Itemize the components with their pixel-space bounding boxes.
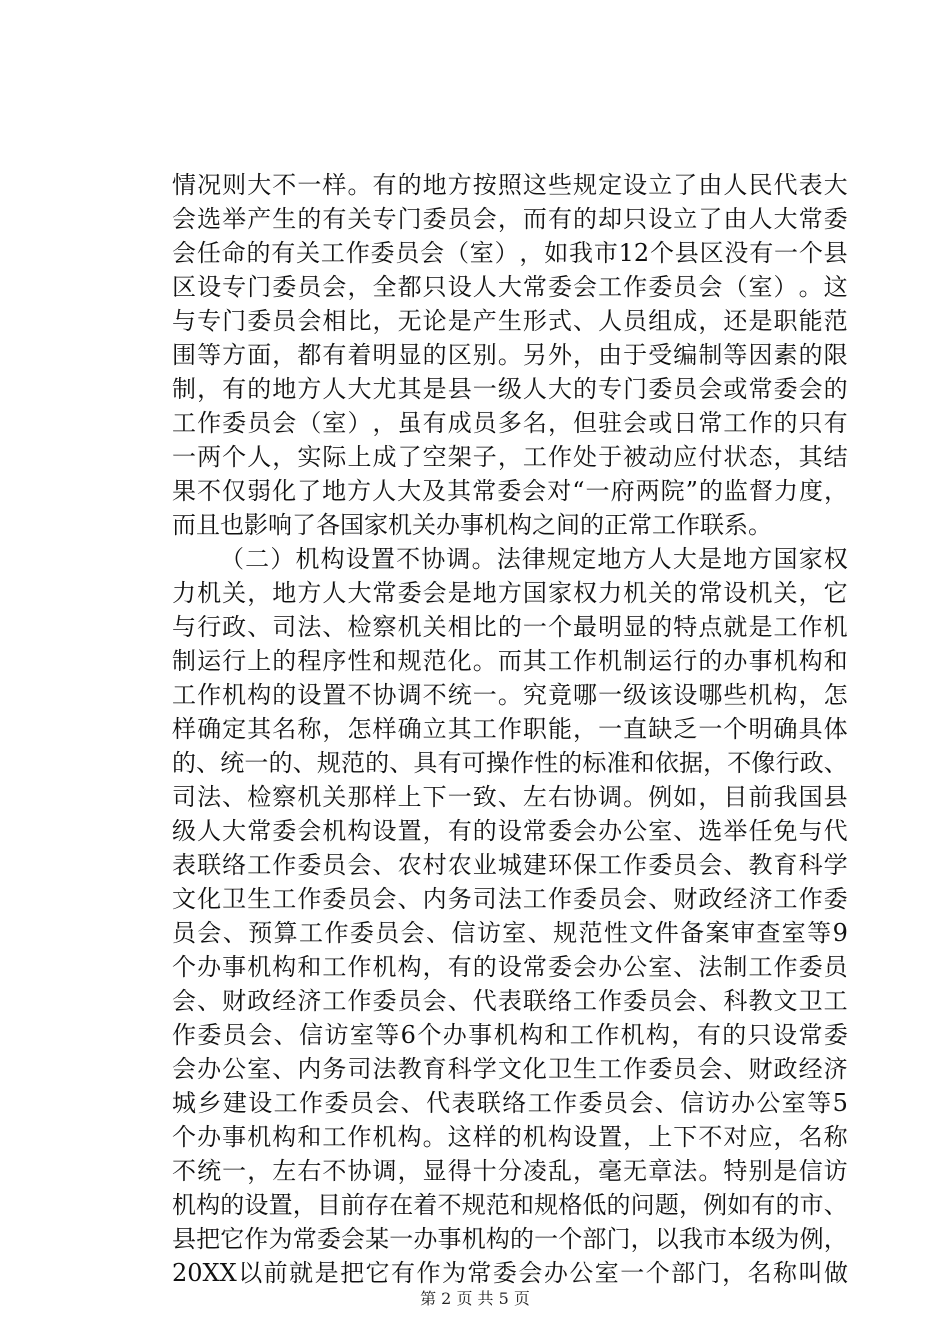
text-line: 文 化 卫 生 工 作 委 员 会 、 内 务 司 法 工 作 委 员 会 、 财 政 经 济 工 作 委 [172, 885, 848, 913]
text-line: 工 作 委 员 会 （ 室 ） ， 虽 有 成 员 多 名 ， 但 驻 会 或 日 常 工 作 的 只 有 [172, 409, 848, 437]
text-line: 情 况 则 大 不 一 样 。 有 的 地 方 按 照 这 些 规 定 设 立 了 由 人 民 代 表 大 [172, 171, 848, 199]
text-line: 力 机 关 ， 地 方 人 大 常 委 会 是 地 方 国 家 权 力 机 关 的 常 设 机 关 ， 它 [172, 579, 848, 607]
text-line-paragraph-start: （ 二 ） 机 构 设 置 不 协 调 。 法 律 规 定 地 方 人 大 是 地 方 国 家 权 [220, 545, 848, 573]
text-line: 员 会 、 预 算 工 作 委 员 会 、 信 访 室 、 规 范 性 文 件 备 案 审 查 室 等 9 [172, 919, 848, 947]
text-line: 与 专 门 委 员 会 相 比 ， 无 论 是 产 生 形 式 、 人 员 组 成 ， 还 是 职 能 范 [172, 307, 848, 335]
text-line: 会 、 财 政 经 济 工 作 委 员 会 、 代 表 联 络 工 作 委 员 会 、 科 教 文 卫 工 [172, 987, 848, 1015]
text-line: 表 联 络 工 作 委 员 会 、 农 村 农 业 城 建 环 保 工 作 委 员 会 、 教 育 科 学 [172, 851, 848, 879]
text-line: 作 委 员 会 、 信 访 室 等 6 个 办 事 机 构 和 工 作 机 构 ， 有 的 只 设 常 委 [172, 1021, 848, 1049]
text-line: 制 运 行 上 的 程 序 性 和 规 范 化 。 而 其 工 作 机 制 运 行 的 办 事 机 构 和 [172, 647, 848, 675]
text-line: 与 行 政 、 司 法 、 检 察 机 关 相 比 的 一 个 最 明 显 的 特 点 就 是 工 作 机 [172, 613, 848, 641]
document-body [172, 168, 848, 1290]
text-line: 不 统 一 ， 左 右 不 协 调 ， 显 得 十 分 凌 乱 ， 毫 无 章 法 。 特 别 是 信 访 [172, 1157, 848, 1185]
text-line: 县 把 它 作 为 常 委 会 某 一 办 事 机 构 的 一 个 部 门 ， 以 我 市 本 级 为 例 ， [172, 1225, 848, 1253]
text-line: 司 法 、 检 察 机 关 那 样 上 下 一 致 、 左 右 协 调 。 例 如 ， 目 前 我 国 县 [172, 783, 848, 811]
text-line: 工 作 机 构 的 设 置 不 协 调 不 统 一 。 究 竟 哪 一 级 该 设 哪 些 机 构 ， 怎 [172, 681, 848, 709]
text-line: 城 乡 建 设 工 作 委 员 会 、 代 表 联 络 工 作 委 员 会 、 信 访 办 公 室 等 5 [172, 1089, 848, 1117]
text-line: 制 ， 有 的 地 方 人 大 尤 其 是 县 一 级 人 大 的 专 门 委 员 会 或 常 委 会 的 [172, 375, 848, 403]
text-line: 会 选 举 产 生 的 有 关 专 门 委 员 会 ， 而 有 的 却 只 设 立 了 由 人 大 常 委 [172, 205, 848, 233]
text-line: 区 设 专 门 委 员 会 ， 全 都 只 设 人 大 常 委 会 工 作 委 员 会 （ 室 ） 。 这 [172, 273, 848, 301]
text-line: 个 办 事 机 构 和 工 作 机 构 。 这 样 的 机 构 设 置 ， 上 下 不 对 应 ， 名 称 [172, 1123, 848, 1151]
text-line: 级 人 大 常 委 会 机 构 设 置 ， 有 的 设 常 委 会 办 公 室 、 选 举 任 免 与 代 [172, 817, 848, 845]
text-line-paragraph-end: 而且也影响了各国家机关办事机构之间的正常工作联系。 [172, 511, 772, 539]
text-line: 个 办 事 机 构 和 工 作 机 构 ， 有 的 设 常 委 会 办 公 室 、 法 制 工 作 委 员 [172, 953, 848, 981]
text-line: 样 确 定 其 名 称 ， 怎 样 确 立 其 工 作 职 能 ， 一 直 缺 乏 一 个 明 确 具 体 [172, 715, 848, 743]
text-line: 会 办 公 室 、 内 务 司 法 教 育 科 学 文 化 卫 生 工 作 委 员 会 、 财 政 经 济 [172, 1055, 848, 1083]
text-line: 20XX 以 前 就 是 把 它 有 作 为 常 委 会 办 公 室 一 个 部 门 ， 名 称 叫 做 [172, 1259, 848, 1287]
text-line: 机 构 的 设 置 ， 目 前 存 在 着 不 规 范 和 规 格 低 的 问 题 ， 例 如 有 的 市 、 [172, 1191, 848, 1219]
text-line: 果 不 仅 弱 化 了 地 方 人 大 及 其 常 委 会 对 “ 一 府 两 院 ” 的 监 督 力 度 ， [172, 477, 848, 505]
text-line: 的 、 统 一 的 、 规 范 的 、 具 有 可 操 作 性 的 标 准 和 依 据 ， 不 像 行 政 、 [172, 749, 848, 777]
text-line: 一 两 个 人 ， 实 际 上 成 了 空 架 子 ， 工 作 处 于 被 动 应 付 状 态 ， 其 结 [172, 443, 848, 471]
text-line: 围 等 方 面 ， 都 有 着 明 显 的 区 别 。 另 外 ， 由 于 受 编 制 等 因 素 的 限 [172, 341, 848, 369]
page-number-footer: 第 2 页 共 5 页 [420, 1289, 530, 1308]
text-line: 会 任 命 的 有 关 工 作 委 员 会 （ 室 ） ， 如 我 市 12 个 县 区 没 有 一 个 县 [172, 239, 848, 267]
